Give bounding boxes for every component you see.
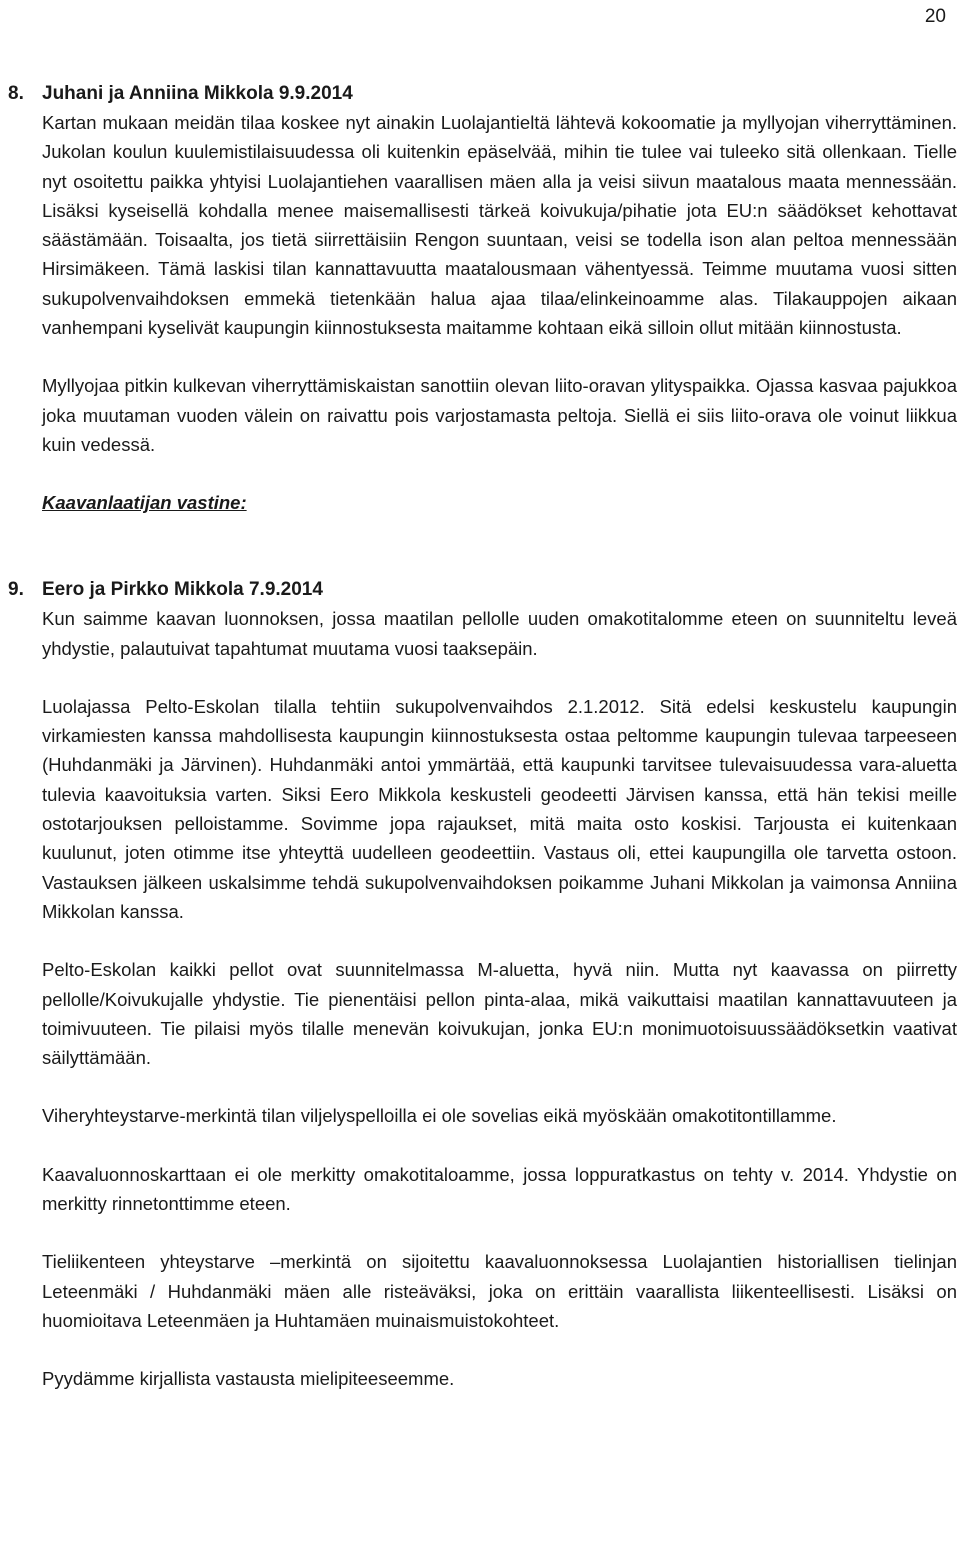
kaavanlaatijan-vastine-label: Kaavanlaatijan vastine: — [42, 492, 247, 514]
section-9-heading — [8, 575, 958, 604]
section-8-heading — [8, 79, 958, 108]
section-9-paragraph-4: Viheryhteystarve-merkintä tilan viljelyspelloilla ei ole sovelias eikä myöskään omakotitontillamme. — [42, 1105, 837, 1127]
page-number: 20 — [924, 6, 946, 27]
section-8-paragraph-1: Kartan mukaan meidän tilaa koskee nyt ainakin Luolajantieltä lähtevä kokoomatie ja myllyojan viherryttäminen. Jukolan koulun kuulemistilaisuudessa oli kuitenkin epäselvää, mihin tie tulee vai tuleeko sitä ollenkaan. Tielle nyt osoitettu paikka yhtyisi Luolajantiehen vaarallisen mäen alla ja veisi siivun maatalous maata mennessään. Lisäksi kyseisellä kohdalla menee maisemallisesti tärkeä koivukuja/pihatie jota EU:n säädökset kehottavat säästämään. Toisaalta, jos tietä siirrettäisiin Rengon suuntaan, veisi se todella ison alan peltoa mennessään Hirsimäkeen. Tämä laskisi tilan kannattavuutta maatalousmaan vähentyessä. Teimme muutama vuosi sitten sukupolvenvaihdoksen emmekä tietenkään halua ajaa tilaa/elinkeinoamme alas. Tilakauppojen aikaan vanhempani kyselivät kaupungin kiinnostuksesta maitamme kohtaan eikä silloin ollut mitään kiinnostusta. — [42, 112, 957, 339]
section-9-number: 9. — [8, 579, 24, 601]
section-9-paragraph-5: Kaavaluonnoskarttaan ei ole merkitty omakotitaloamme, jossa loppuratkastus on tehty v. 2014. Yhdystie on merkitty rinnetonttimme eteen. — [42, 1163, 957, 1215]
section-9-paragraph-7: Pyydämme kirjallista vastausta mielipiteeseemme. — [42, 1368, 455, 1390]
section-8-paragraph-2: Myllyojaa pitkin kulkevan viherryttämiskaistan sanottiin olevan liito-oravan ylityspaikka. Ojassa kasvaa pajukkoa joka muutaman vuoden välein on raivattu pois varjostamasta peltoja. Siellä ei siis liito-orava ole voinut liikkua kuin vedessä. — [42, 375, 957, 455]
section-9-paragraph-2: Luolajassa Pelto-Eskolan tilalla tehtiin sukupolvenvaihdos 2.1.2012. Sitä edelsi keskustelu kaupungin virkamiesten kanssa mahdollisesta kaupungin kiinnostuksesta ostaa peltomme kaupungin tulevaa tarpeeseen (Huhdanmäki ja Järvinen). Huhdanmäki antoi ymmärtää, että kaupunki tarvitsee tulevaisuudessa vara-aluetta tulevia kaavoituksia varten. Siksi Eero Mikkola keskusteli geodeetti Järvisen kanssa, että hän tekisi meille ostotarjouksen pelloistamme. Sovimme jopa rajaukset, mitä maita osto koskisi. Tarjousta ei kuitenkaan kuulunut, joten otimme itse yhteyttä uudelleen geodeettiin. Vastaus oli, ettei kaupungilla ole tarvetta ostoon. Vastauksen jälkeen uskalsimme tehdä sukupolvenvaihdoksen poikamme Juhani Mikkolan ja vaimonsa Anniina Mikkolan kanssa. — [42, 695, 957, 922]
section-9-paragraph-3: Pelto-Eskolan kaikki pellot ovat suunnitelmassa M-aluetta, hyvä niin. Mutta nyt kaavassa on piirretty pellolle/Koivukujalle yhdystie. Tie pienentäisi pellon pinta-alaa, mikä vaikuttaisi maatilan kannattavuuteen ja toimivuuteen. Tie pilaisi myös tilalle menevän koivukujan, jonka EU:n monimuotoisuussäädöksetkin vaativat säilyttämään. — [42, 959, 957, 1069]
section-8-number: 8. — [8, 83, 24, 104]
document-body — [8, 79, 958, 1394]
section-9-title: Eero ja Pirkko Mikkola 7.9.2014 — [42, 579, 323, 601]
section-9-paragraph-6: Tieliikenteen yhteystarve –merkintä on sijoitettu kaavaluonnoksessa Luolajantien historiallisen tielinjan Leteenmäki / Huhdanmäki mäen alle risteäväksi, joka on erittäin vaarallista liikenteellisesti. Lisäksi on huomioitava Leteenmäen ja Huhtamäen muinaismuistokohteet. — [42, 1251, 957, 1331]
section-8-title: Juhani ja Anniina Mikkola 9.9.2014 — [42, 83, 353, 104]
section-9-paragraph-1: Kun saimme kaavan luonnoksen, jossa maatilan pellolle uuden omakotitalomme eteen on suunniteltu leveä yhdystie, palautuivat tapahtumat muutama vuosi taaksepäin. — [42, 608, 957, 659]
